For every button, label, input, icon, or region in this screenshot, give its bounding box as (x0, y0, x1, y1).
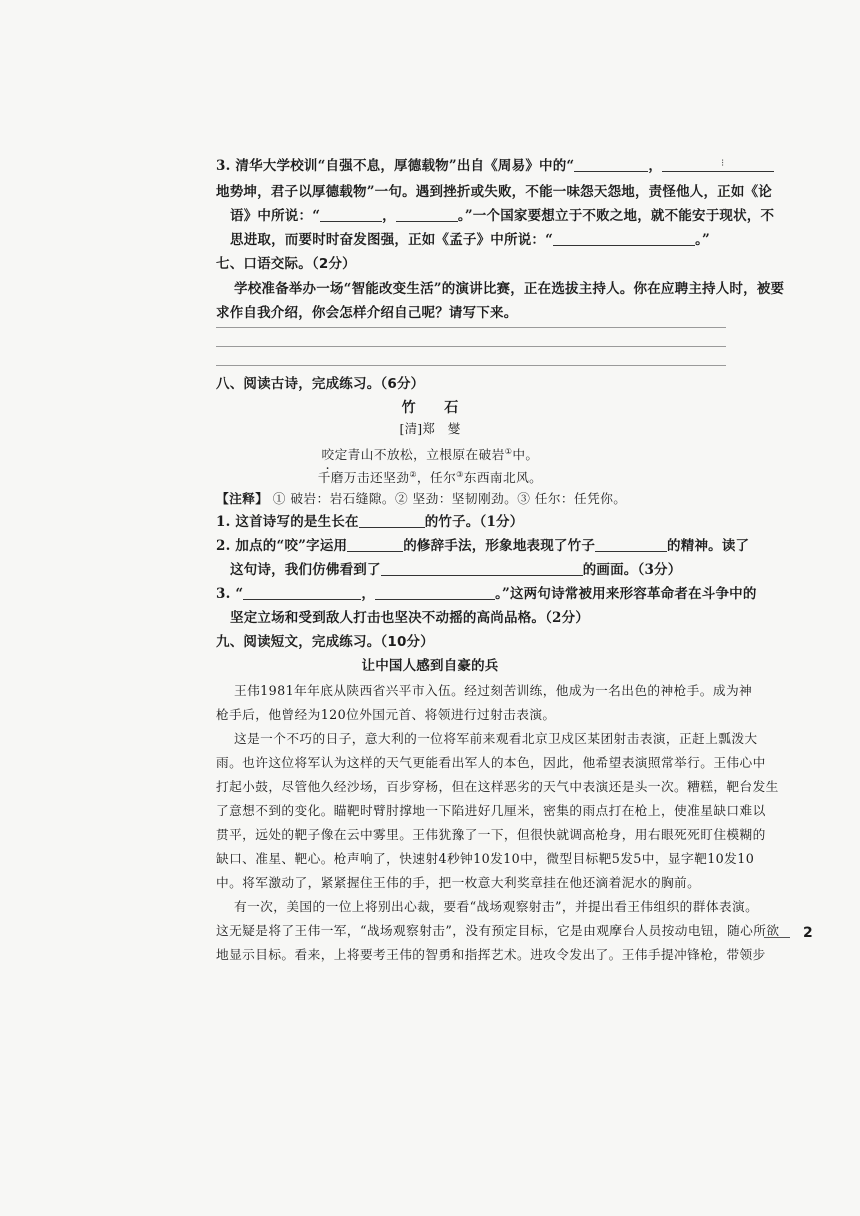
page-number: 2 (803, 925, 813, 941)
poem-verse-1 (0, 442, 860, 465)
article-line: 中。将军激动了，紧紧握住王伟的手，把一枚意大利奖章挂在他还滴着泥水的胸前。 (216, 875, 701, 890)
article-line: 雨。也许这位将军认为这样的天气更能看出军人的本色，因此，他希望表演照常举行。王伟心中 (216, 755, 766, 770)
article-line: 贯平，远处的靶子像在云中雾里。王伟犹豫了一下，但很快就调高枪身，用右眼死死盯住模糊的 (216, 827, 766, 842)
answer-blank[interactable] (396, 207, 458, 222)
verse2-end: 东西南北风。 (463, 470, 543, 485)
q2-l2-post: 的画面。（3分） (582, 562, 682, 578)
q2-a: 2. 加点的“咬”字运用 (216, 538, 348, 554)
q3-line3-pre: 语》中所说：“ (230, 208, 321, 224)
poem-title: 竹 石 (401, 400, 459, 416)
answer-blank[interactable] (553, 231, 695, 246)
writing-line[interactable] (216, 327, 726, 328)
notes-text: ① 破岩：岩石缝隙。② 坚劲：坚韧刚劲。③ 任尔：任凭你。 (272, 491, 627, 506)
notes-label: 【注释】 (216, 491, 269, 506)
q2-b: 的修辞手法，形象地表现了竹子 (403, 538, 596, 554)
page-number-rule (764, 937, 790, 938)
q3-line3-sep: ， (382, 208, 396, 224)
section-8-heading: 八、阅读古诗，完成练习。（6分） (216, 376, 425, 392)
s8-question-1 (216, 512, 523, 532)
answer-blank[interactable] (375, 585, 495, 600)
answer-blank[interactable] (320, 207, 382, 222)
emphasis-char: 咬 (321, 447, 335, 462)
answer-blank[interactable] (347, 537, 403, 552)
note-marker: ② (409, 470, 417, 479)
article-line: 这是一个不巧的日子，意大利的一位将军前来观看北京卫戍区某团射击表演，正赶上瓢泼大 (234, 731, 758, 746)
section-7-heading: 七、口语交际。（2分） (216, 256, 356, 272)
q3-line1-pre: 3. 清华大学校训“自强不息，厚德载物”出自《周易》中的“ (216, 158, 575, 174)
verse2-mid: ，任尔 (416, 470, 457, 485)
q3-line1-sep: ， (648, 158, 663, 174)
article-line: 缺口、准星、靶心。枪声响了，快速射4秒钟10发10中，微型目标靶5发5中，显字靶10发10 (216, 851, 755, 866)
article-line: 王伟1981年年底从陕西省兴平市入伍。经过刻苦训练，他成为一名出色的神枪手。成为神 (234, 683, 753, 698)
answer-blank[interactable] (243, 585, 361, 600)
answer-blank[interactable] (662, 157, 774, 172)
article-title: 让中国人感到自豪的兵 (361, 658, 499, 674)
article-line: 枪手后，他曾经为120位外国元首、将领进行过射击表演。 (216, 707, 556, 722)
answer-blank[interactable] (574, 157, 648, 172)
writing-line[interactable] (216, 346, 726, 347)
writing-line[interactable] (216, 365, 726, 366)
note-marker: ① (504, 447, 513, 456)
note-marker: ③ (456, 470, 464, 479)
s8-question-2-line-2 (230, 560, 681, 580)
s7-paragraph-line-1: 学校准备举办一场“智能改变生活”的演讲比赛，正在选拔主持人。你在应聘主持人时，被要 (234, 281, 785, 297)
answer-blank[interactable] (359, 513, 425, 528)
poem-notes (216, 489, 626, 509)
q3-sep: ， (361, 586, 376, 602)
s8-question-2 (216, 536, 749, 556)
section-9-heading: 九、阅读短文，完成练习。（10分） (216, 634, 434, 650)
answer-blank[interactable] (595, 537, 667, 552)
s8-question-3-line-2: 坚定立场和受到敌人打击也坚决不动摇的高尚品格。（2分） (230, 610, 590, 626)
q1-post: 的竹子。（1分） (424, 514, 524, 530)
q3-line-4 (230, 230, 710, 250)
q3-line-1 (216, 156, 774, 176)
q1-pre: 1. 这首诗写的是生长在 (216, 514, 359, 530)
q3-line2: 地势坤，君子以厚德载物”一句。遇到挫折或失败，不能一味怨天怨地，责怪他人，正如《论 (216, 184, 772, 200)
poem-verse-2 (0, 465, 860, 488)
article-line: 有一次，美国的一位上将别出心裁，要看“战场观察射击”，并提出看王伟组织的群体表演。 (234, 899, 759, 914)
s7-paragraph-line-2: 求作自我介绍，你会怎样介绍自己呢？请写下来。 (216, 305, 518, 321)
answer-blank[interactable] (381, 561, 583, 576)
q3-post: 。”这两句诗常被用来形容革命者在斗争中的 (495, 586, 757, 602)
q3-line4-pre: 思进取，而要时时奋发图强，正如《孟子》中所说：“ (230, 232, 554, 248)
q3-line4-post: 。” (695, 232, 710, 248)
article-line: 打起小鼓，尽管他久经沙场，百步穿杨，但在这样恶劣的天气中表演还是头一次。糟糕，靶台发生 (216, 779, 779, 794)
article-line: 了意想不到的变化。瞄靶时臂肘撑地一下陷进好几厘米，密集的雨点打在枪上，使准星缺口难以 (216, 803, 766, 818)
q2-c: 的精神。读了 (667, 538, 750, 554)
verse2-text: 千磨万击还坚劲 (317, 470, 410, 485)
edge-mark: ⁝ (721, 158, 725, 169)
s8-question-3 (216, 584, 757, 604)
q3-pre: 3. “ (216, 586, 244, 602)
article-line: 地显示目标。看来，上将要考王伟的智勇和指挥艺术。进攻令发出了。王伟手提冲锋枪，带领步 (216, 947, 766, 962)
q3-line3-post: 。”一个国家要想立于不败之地，就不能安于现状，不 (457, 208, 775, 224)
verse1-text: 定青山不放松，立根原在破岩 (334, 447, 505, 462)
article-line: 这无疑是将了王伟一军，“战场观察射击”，没有预定目标，它是由观摩台人员按动电钮，随心所欲 (216, 923, 780, 938)
q3-line-3 (230, 206, 774, 226)
poem-author: [清]郑 燮 (399, 421, 461, 436)
verse1-end: 中。 (512, 447, 539, 462)
q2-l2-pre: 这句诗，我们仿佛看到了 (230, 562, 381, 578)
